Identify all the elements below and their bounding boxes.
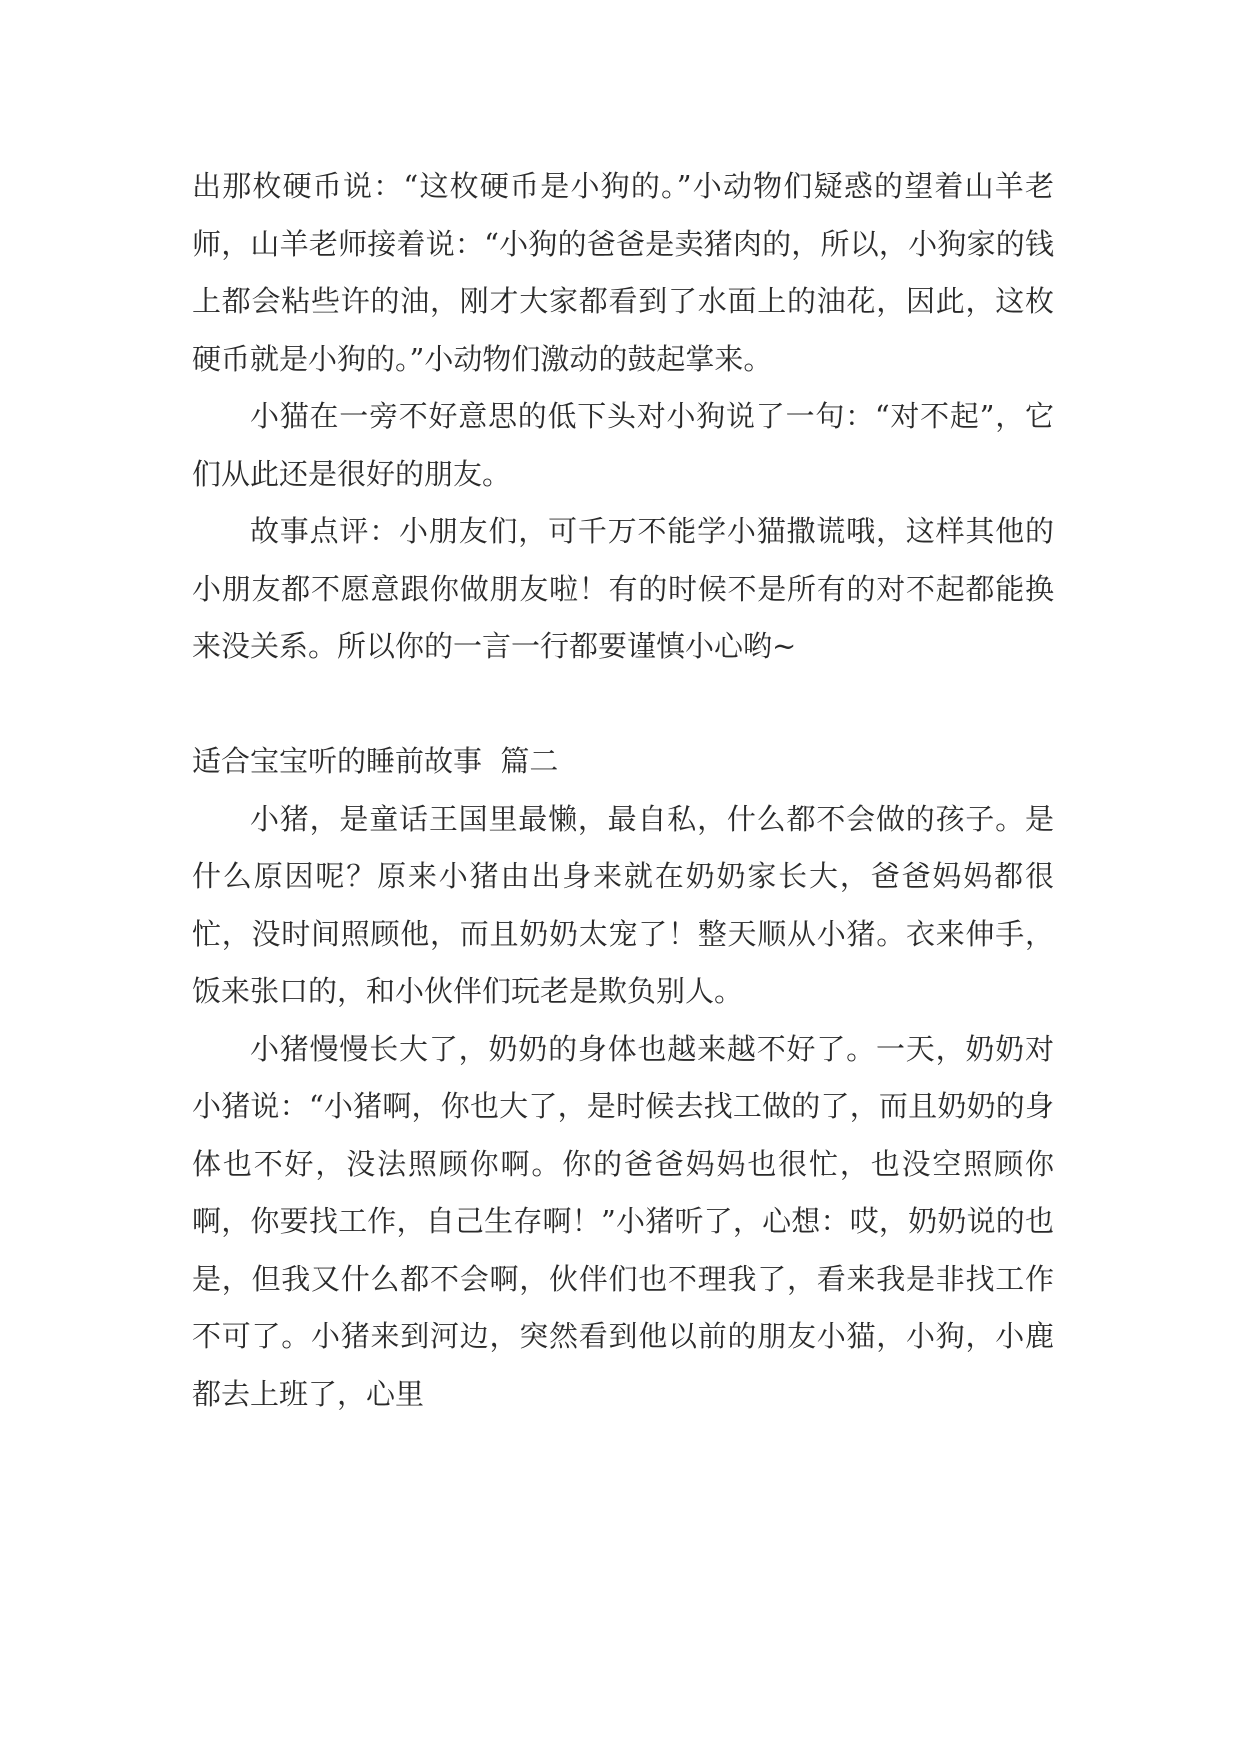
document-body <box>192 158 1054 1423</box>
paragraph-continuation: 出那枚硬币说：“这枚硬币是小狗的。”小动物们疑惑的望着山羊老师，山羊老师接着说：“小狗的爸爸是卖猪肉的，所以，小狗家的钱上都会粘些许的油，刚才大家都看到了水面上的油花，因此，这枚硬币就是小狗的。”小动物们激动的鼓起掌来。 <box>192 169 1054 376</box>
paragraph-piglet-grows-up: 小猪慢慢长大了，奶奶的身体也越来越不好了。一天，奶奶对小猪说：“小猪啊，你也大了，是时候去找工做的了，而且奶奶的身体也不好，没法照顾你啊。你的爸爸妈妈也很忙，也没空照顾你啊，你要找工作，自己生存啊！”小猪听了，心想：哎，奶奶说的也是，但我又什么都不会啊，伙伴们也不理我了，看来我是非找工作不可了。小猪来到河边，突然看到他以前的朋友小猫，小狗，小鹿都去上班了，心里 <box>192 1031 1054 1411</box>
paragraph-story-comment: 故事点评：小朋友们，可千万不能学小猫撒谎哦，这样其他的小朋友都不愿意跟你做朋友啦！有的时候不是所有的对不起都能换来没关系。所以你的一言一行都要谨慎小心哟~ <box>192 514 1054 663</box>
paragraph-apology: 小猫在一旁不好意思的低下头对小狗说了一句：“对不起”，它们从此还是很好的朋友。 <box>192 399 1054 491</box>
section-title: 适合宝宝听的睡前故事 篇二 <box>192 744 559 778</box>
paragraph-piglet-intro: 小猪，是童话王国里最懒，最自私，什么都不会做的孩子。是什么原因呢？原来小猪由出身来就在奶奶家长大，爸爸妈妈都很忙，没时间照顾他，而且奶奶太宠了！整天顺从小猪。衣来伸手，饭来张口的，和小伙伴们玩老是欺负别人。 <box>192 801 1054 1008</box>
section-spacer <box>192 676 1054 734</box>
